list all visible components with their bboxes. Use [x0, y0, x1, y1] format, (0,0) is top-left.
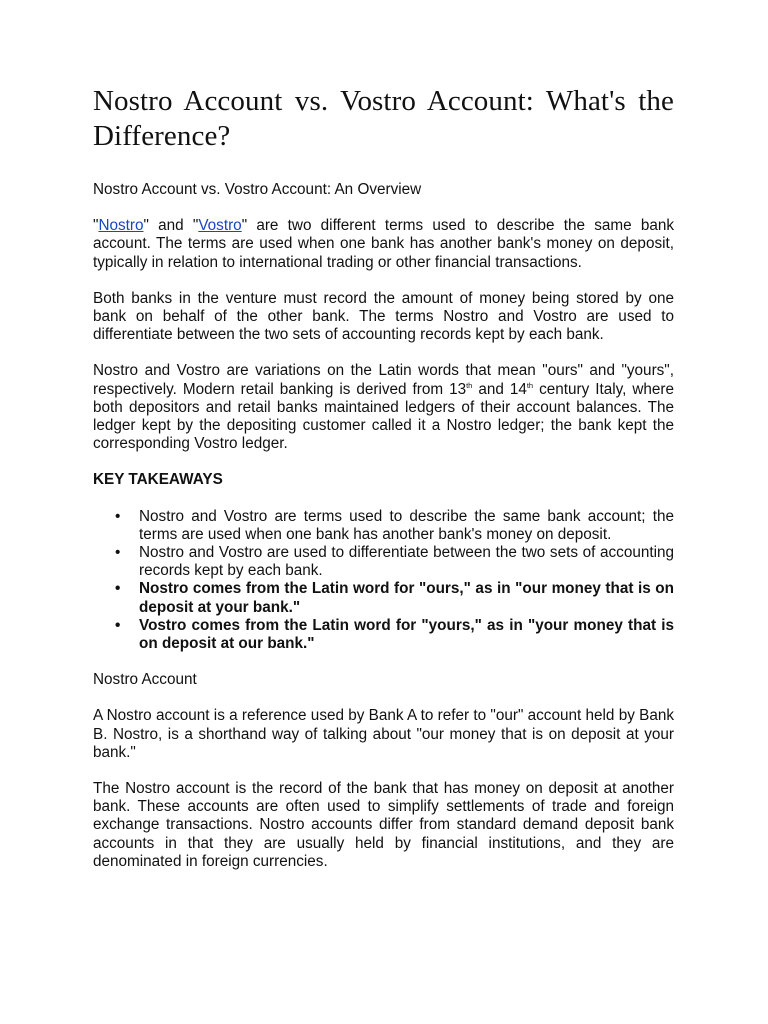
list-item: • Nostro and Vostro are terms used to describe the same bank account; the terms are used when one bank has another bank's money on deposit. — [115, 507, 674, 543]
bullet-icon: • — [115, 580, 121, 598]
overview-heading: Nostro Account vs. Vostro Account: An Overview — [93, 181, 422, 198]
paragraph-nostro-definition: A Nostro account is a reference used by Bank A to refer to "our" account held by Bank B. Nostro, is a shorthand way of talking about "our money that is on deposit at your bank." — [93, 707, 674, 761]
bullet-icon: • — [115, 616, 121, 634]
document-page — [93, 84, 674, 889]
key-takeaways-list — [93, 508, 674, 654]
vostro-link[interactable]: Vostro — [198, 217, 242, 235]
list-item: • Nostro and Vostro are used to differentiate between the two sets of accounting records kept by each bank. — [115, 544, 674, 580]
paragraph-record: Both banks in the venture must record the amount of money being stored by one bank on behalf of the other bank. The terms Nostro and Vostro are used to differentiate between the two sets of accounting records kept by each bank. — [93, 289, 674, 344]
paragraph-intro: "Nostro" and "Vostro" are two different terms used to describe the same bank account. The terms are used when one bank has another bank's money on deposit, typically in relation to international trading or other financial transactions. — [93, 217, 674, 271]
bullet-icon: • — [115, 507, 121, 525]
paragraph-latin-origin: Nostro and Vostro are variations on the Latin words that mean "ours" and "yours", respectively. Modern retail banking is derived from 13th and 14th century Italy, where both depositors and retail banks maintained ledgers of their account balances. The ledger kept by the depositing customer called it a Nostro ledger; the bank kept the corresponding Vostro ledger. — [93, 362, 675, 453]
nostro-account-heading: Nostro Account — [93, 671, 197, 689]
key-takeaways-heading: KEY TAKEAWAYS — [93, 471, 223, 489]
list-item: • Vostro comes from the Latin word for "yours," as in "your money that is on deposit at our bank." — [115, 616, 674, 653]
document-title: Nostro Account vs. Vostro Account: What's the Difference? — [93, 85, 674, 152]
list-item: • Nostro comes from the Latin word for "ours," as in "our money that is on deposit at your bank." — [115, 580, 674, 616]
bullet-icon: • — [115, 544, 121, 562]
paragraph-nostro-record: The Nostro account is the record of the bank that has money on deposit at another bank. These accounts are often used to simplify settlements of trade and foreign exchange transactions. Nostro accounts differ from standard demand deposit bank accounts in that they are usually held by financial institutions, and they are denominated in foreign currencies. — [93, 780, 674, 870]
nostro-link[interactable]: Nostro — [98, 217, 144, 235]
document-body — [93, 217, 674, 871]
